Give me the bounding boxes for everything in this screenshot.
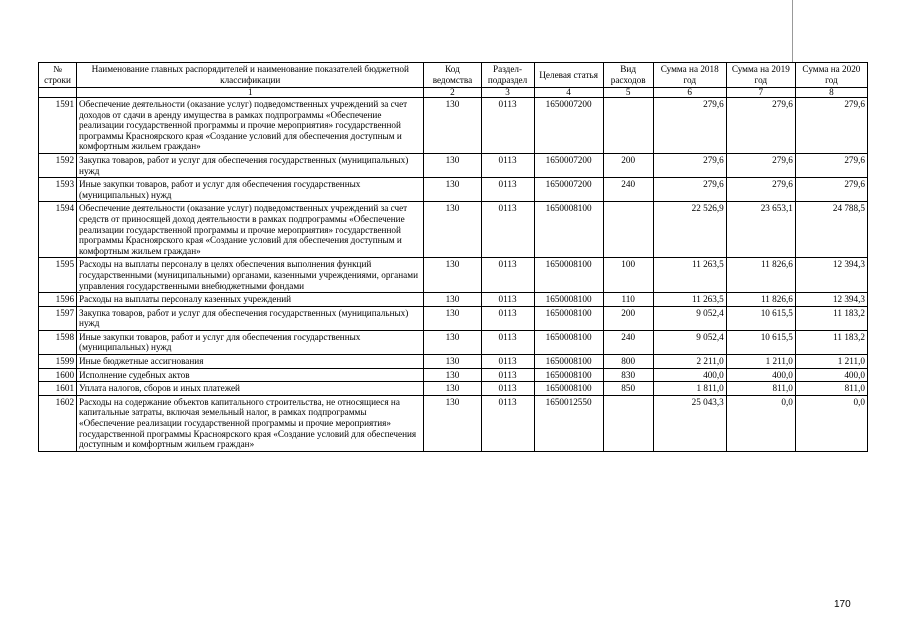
row-sum-2019: 279,6	[726, 98, 795, 154]
row-name: Обеспечение деятельности (оказание услуг) подведомственных учреждений за счет средств от приносящей доход деятельности в рамках подпрограммы «Обеспечение реализации государственной программы и прочие мероприятия» государственной программы Красноярского края «Создание условий для обеспечения доступным и комфортным жильем граждан»	[77, 202, 424, 258]
row-section: 0113	[481, 258, 534, 293]
row-sum-2019: 10 615,5	[726, 330, 795, 354]
row-number: 1599	[39, 355, 77, 369]
budget-table	[38, 62, 868, 452]
row-target-item: 1650008100	[534, 202, 603, 258]
column-number-row	[39, 88, 868, 98]
row-target-item: 1650007200	[534, 153, 603, 177]
column-number-blank	[39, 88, 77, 98]
row-expense-type: 830	[603, 368, 653, 382]
header-sum-2019: Сумма на 2019 год	[726, 63, 795, 88]
column-number: 4	[534, 88, 603, 98]
row-dept-code: 130	[424, 153, 481, 177]
column-number: 1	[77, 88, 424, 98]
row-target-item: 1650012550	[534, 395, 603, 451]
row-sum-2020: 11 183,2	[795, 306, 867, 330]
row-dept-code: 130	[424, 293, 481, 307]
row-section: 0113	[481, 306, 534, 330]
row-number: 1592	[39, 153, 77, 177]
row-sum-2020: 1 211,0	[795, 355, 867, 369]
row-sum-2018: 1 811,0	[653, 382, 726, 396]
table-row	[39, 98, 868, 154]
row-expense-type: 200	[603, 306, 653, 330]
row-name: Расходы на содержание объектов капитального строительства, не относящиеся на капитальные затраты, включая земельный налог, в рамках подпрограммы «Обеспечение реализации государственной программы и прочие мероприятия» государственной программы Красноярского края «Создание условий для обеспечения доступным и комфортным жильем граждан»	[77, 395, 424, 451]
header-sum-2020: Сумма на 2020 год	[795, 63, 867, 88]
row-dept-code: 130	[424, 330, 481, 354]
table-row	[39, 355, 868, 369]
row-sum-2019: 279,6	[726, 178, 795, 202]
row-sum-2018: 11 263,5	[653, 293, 726, 307]
column-number: 3	[481, 88, 534, 98]
row-sum-2019: 811,0	[726, 382, 795, 396]
header-target-item: Целевая статья	[534, 63, 603, 88]
header-section: Раздел-подраздел	[481, 63, 534, 88]
row-expense-type: 800	[603, 355, 653, 369]
row-expense-type: 100	[603, 258, 653, 293]
row-section: 0113	[481, 395, 534, 451]
header-sum-2018: Сумма на 2018 год	[653, 63, 726, 88]
row-target-item: 1650008100	[534, 258, 603, 293]
row-sum-2018: 279,6	[653, 98, 726, 154]
row-expense-type: 110	[603, 293, 653, 307]
row-sum-2019: 11 826,6	[726, 258, 795, 293]
row-name: Иные закупки товаров, работ и услуг для обеспечения государственных (муниципальных) нужд	[77, 178, 424, 202]
header-dept-code: Код ведомства	[424, 63, 481, 88]
row-sum-2018: 400,0	[653, 368, 726, 382]
row-target-item: 1650008100	[534, 382, 603, 396]
table-row	[39, 382, 868, 396]
row-sum-2020: 279,6	[795, 153, 867, 177]
column-number: 7	[726, 88, 795, 98]
row-number: 1600	[39, 368, 77, 382]
header-name: Наименование главных распорядителей и наименование показателей бюджетной классификации	[77, 63, 424, 88]
row-dept-code: 130	[424, 395, 481, 451]
row-dept-code: 130	[424, 258, 481, 293]
row-target-item: 1650007200	[534, 98, 603, 154]
row-section: 0113	[481, 382, 534, 396]
page-number: 170	[834, 599, 851, 610]
row-sum-2019: 1 211,0	[726, 355, 795, 369]
row-target-item: 1650008100	[534, 355, 603, 369]
row-number: 1601	[39, 382, 77, 396]
table-row	[39, 306, 868, 330]
row-sum-2019: 11 826,6	[726, 293, 795, 307]
table-row	[39, 178, 868, 202]
table-row	[39, 330, 868, 354]
row-sum-2020: 279,6	[795, 98, 867, 154]
row-sum-2019: 23 653,1	[726, 202, 795, 258]
row-number: 1596	[39, 293, 77, 307]
row-target-item: 1650008100	[534, 306, 603, 330]
row-sum-2020: 811,0	[795, 382, 867, 396]
row-expense-type: 850	[603, 382, 653, 396]
row-name: Обеспечение деятельности (оказание услуг) подведомственных учреждений за счет доходов от сдачи в аренду имущества в рамках подпрограммы «Обеспечение реализации государственной программы и прочие мероприятия» государственной программы Красноярского края «Создание условий для обеспечения доступным и комфортным жильем граждан»	[77, 98, 424, 154]
row-sum-2019: 10 615,5	[726, 306, 795, 330]
row-name: Исполнение судебных актов	[77, 368, 424, 382]
row-sum-2019: 279,6	[726, 153, 795, 177]
column-number: 6	[653, 88, 726, 98]
row-dept-code: 130	[424, 306, 481, 330]
row-sum-2018: 25 043,3	[653, 395, 726, 451]
header-row	[39, 63, 868, 88]
row-section: 0113	[481, 330, 534, 354]
row-number: 1594	[39, 202, 77, 258]
row-number: 1595	[39, 258, 77, 293]
row-name: Расходы на выплаты персоналу в целях обеспечения выполнения функций государственными (муниципальными) органами, казенными учреждениями, органами управления государственными внебюджетными фондами	[77, 258, 424, 293]
row-sum-2020: 279,6	[795, 178, 867, 202]
row-sum-2020: 24 788,5	[795, 202, 867, 258]
row-number: 1597	[39, 306, 77, 330]
row-sum-2018: 2 211,0	[653, 355, 726, 369]
row-number: 1591	[39, 98, 77, 154]
row-sum-2018: 279,6	[653, 153, 726, 177]
row-dept-code: 130	[424, 382, 481, 396]
table-row	[39, 202, 868, 258]
row-number: 1593	[39, 178, 77, 202]
row-dept-code: 130	[424, 178, 481, 202]
row-sum-2018: 9 052,4	[653, 330, 726, 354]
row-target-item: 1650008100	[534, 293, 603, 307]
row-name: Закупка товаров, работ и услуг для обеспечения государственных (муниципальных) нужд	[77, 306, 424, 330]
header-row-no: № строки	[39, 63, 77, 88]
row-sum-2019: 400,0	[726, 368, 795, 382]
row-target-item: 1650007200	[534, 178, 603, 202]
row-section: 0113	[481, 355, 534, 369]
row-expense-type: 240	[603, 330, 653, 354]
row-sum-2019: 0,0	[726, 395, 795, 451]
row-expense-type: 200	[603, 153, 653, 177]
column-number: 8	[795, 88, 867, 98]
row-section: 0113	[481, 153, 534, 177]
row-section: 0113	[481, 178, 534, 202]
column-number: 2	[424, 88, 481, 98]
row-sum-2020: 400,0	[795, 368, 867, 382]
table-row	[39, 153, 868, 177]
row-sum-2018: 9 052,4	[653, 306, 726, 330]
row-dept-code: 130	[424, 202, 481, 258]
row-target-item: 1650008100	[534, 368, 603, 382]
row-name: Расходы на выплаты персоналу казенных учреждений	[77, 293, 424, 307]
table-row	[39, 293, 868, 307]
row-name: Иные бюджетные ассигнования	[77, 355, 424, 369]
row-target-item: 1650008100	[534, 330, 603, 354]
row-section: 0113	[481, 98, 534, 154]
row-section: 0113	[481, 293, 534, 307]
table-row	[39, 368, 868, 382]
table-row	[39, 258, 868, 293]
row-section: 0113	[481, 202, 534, 258]
row-name: Иные закупки товаров, работ и услуг для обеспечения государственных (муниципальных) нужд	[77, 330, 424, 354]
row-expense-type	[603, 98, 653, 154]
row-number: 1598	[39, 330, 77, 354]
row-expense-type	[603, 202, 653, 258]
row-sum-2020: 12 394,3	[795, 258, 867, 293]
row-dept-code: 130	[424, 98, 481, 154]
column-number: 5	[603, 88, 653, 98]
row-sum-2020: 11 183,2	[795, 330, 867, 354]
row-sum-2018: 22 526,9	[653, 202, 726, 258]
row-sum-2020: 0,0	[795, 395, 867, 451]
margin-line	[792, 0, 793, 62]
row-dept-code: 130	[424, 368, 481, 382]
row-number: 1602	[39, 395, 77, 451]
table-row	[39, 395, 868, 451]
row-sum-2020: 12 394,3	[795, 293, 867, 307]
row-dept-code: 130	[424, 355, 481, 369]
row-expense-type: 240	[603, 178, 653, 202]
row-expense-type	[603, 395, 653, 451]
header-expense-type: Вид расходов	[603, 63, 653, 88]
row-name: Уплата налогов, сборов и иных платежей	[77, 382, 424, 396]
row-section: 0113	[481, 368, 534, 382]
row-sum-2018: 11 263,5	[653, 258, 726, 293]
row-name: Закупка товаров, работ и услуг для обеспечения государственных (муниципальных) нужд	[77, 153, 424, 177]
row-sum-2018: 279,6	[653, 178, 726, 202]
